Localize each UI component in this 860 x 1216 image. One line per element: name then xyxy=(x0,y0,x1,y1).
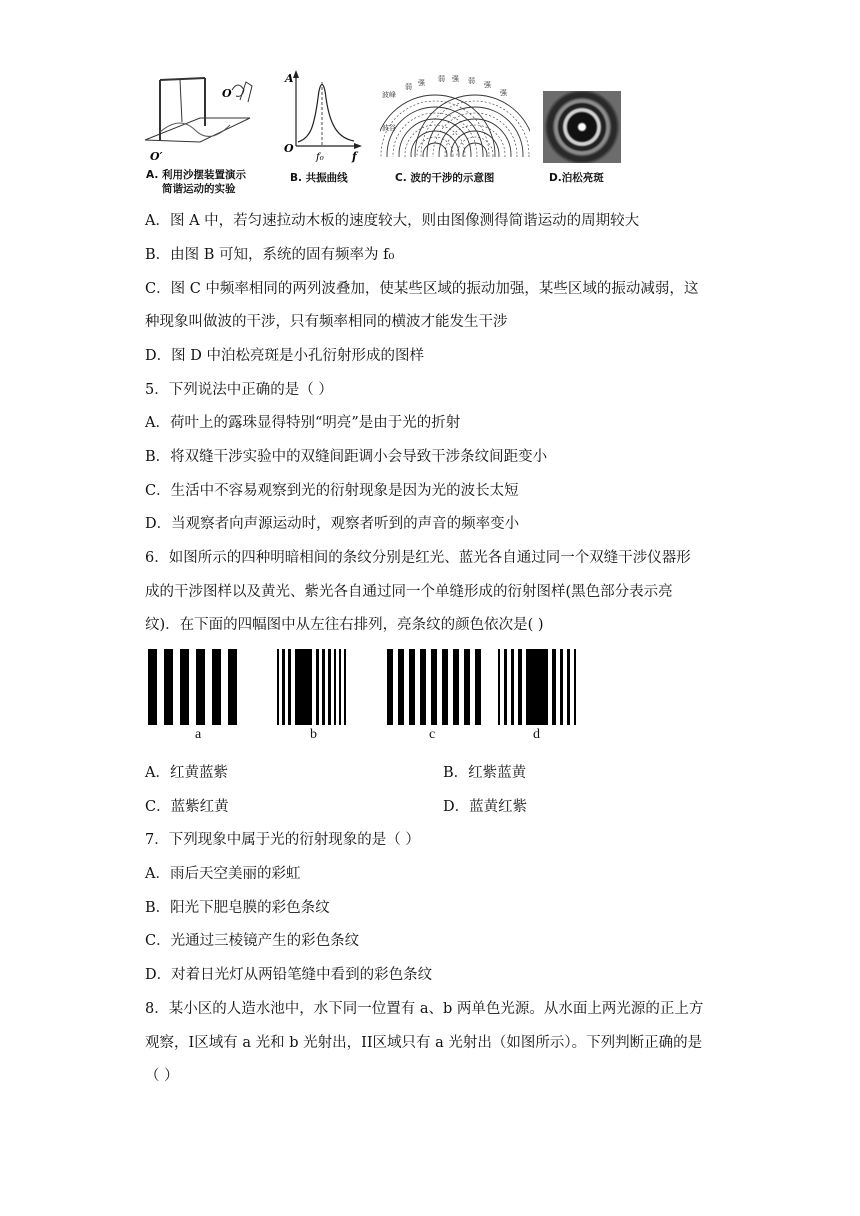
fig-c-label-crest: 波峰 xyxy=(382,92,396,99)
fig-a-label-O2: O′ xyxy=(150,150,163,163)
fig-d-caption: D.泊松亮斑 xyxy=(549,172,604,184)
fig-b-caption: B. 共振曲线 xyxy=(290,172,348,184)
q6-stem-line2: 成的干涉图样以及黄光、紫光各自通过同一个单缝形成的衍射图样(黑色部分表示亮 xyxy=(145,584,673,600)
q6-fig-label-a: a xyxy=(195,727,202,742)
q6-fig-label-b: b xyxy=(310,727,317,742)
q6-option-c: C．蓝紫红黄 xyxy=(145,799,229,815)
q6-option-b: B．红紫蓝黄 xyxy=(443,765,527,781)
figure-b-resonance-curve xyxy=(282,68,362,166)
q5-option-d: D．当观察者向声源运动时，观察者听到的声音的频率变小 xyxy=(145,516,520,532)
q7-stem: 7．下列现象中属于光的衍射现象的是（ ） xyxy=(145,832,420,848)
q6-stem-line1: 6．如图所示的四种明暗相间的条纹分别是红光、蓝光各自通过同一个双缝干涉仪器形 xyxy=(145,550,691,566)
q6-fig-label-d: d xyxy=(533,727,540,742)
q6-fringe-patterns xyxy=(146,649,582,725)
q5-option-b: B．将双缝干涉实验中的双缝间距调小会导致干涉条纹间距变小 xyxy=(145,449,548,465)
fig-c-label-strong-4: 强 xyxy=(500,90,507,97)
q5-stem: 5．下列说法中正确的是（ ） xyxy=(145,382,333,398)
q6-fig-label-c: c xyxy=(429,727,436,742)
fig-c-label-strong-2: 强 xyxy=(452,76,459,83)
fig-c-label-weak-3: 弱 xyxy=(405,84,412,91)
fig-b-origin: O xyxy=(284,142,294,155)
q4-option-a: A．图 A 中，若匀速拉动木板的速度较大，则由图像测得简谐运动的周期较大 xyxy=(145,213,640,229)
q4-option-c-line2: 种现象叫做波的干涉，只有频率相同的横波才能发生干涉 xyxy=(145,314,508,330)
fig-a-label-O: O xyxy=(222,87,232,100)
q8-stem-line3: （ ） xyxy=(145,1068,179,1084)
fig-a-caption-1: A. 利用沙摆装置演示 xyxy=(146,169,246,181)
fig-c-label-trough: 波谷 xyxy=(382,125,396,132)
q7-option-c: C．光通过三棱镜产生的彩色条纹 xyxy=(145,933,360,949)
q7-option-b: B．阳光下肥皂膜的彩色条纹 xyxy=(145,900,330,916)
figure-d-poisson-spot xyxy=(543,91,621,163)
fig-c-caption: C. 波的干涉的示意图 xyxy=(395,172,495,184)
q6-option-d: D．蓝黄红紫 xyxy=(443,799,528,815)
fig-b-axis-x: f xyxy=(352,150,357,163)
fig-b-f0: f₀ xyxy=(316,152,324,163)
q5-option-a: A．荷叶上的露珠显得特别“明亮”是由于光的折射 xyxy=(145,415,461,431)
q8-stem-line2: 观察，I区域有 a 光和 b 光射出，II区域只有 a 光射出（如图所示）。下列判断正确的是 xyxy=(145,1035,703,1051)
q7-option-d: D．对着日光灯从两铅笔缝中看到的彩色条纹 xyxy=(145,967,433,983)
fig-b-axis-y: A xyxy=(285,72,294,85)
figure-a-sand-pendulum xyxy=(140,70,265,166)
fig-c-label-strong-1: 强 xyxy=(418,80,425,87)
q4-option-c-line1: C．图 C 中频率相同的两列波叠加，使某些区域的振动加强，某些区域的振动减弱，这 xyxy=(145,281,699,297)
q5-option-c: C．生活中不容易观察到光的衍射现象是因为光的波长太短 xyxy=(145,483,519,499)
q4-option-b: B．由图 B 可知，系统的固有频率为 f₀ xyxy=(145,247,395,263)
fig-c-label-weak-1: 弱 xyxy=(438,76,445,83)
q8-stem-line1: 8．某小区的人造水池中，水下同一位置有 a、b 两单色光源。从水面上两光源的正上方 xyxy=(145,1001,704,1017)
fig-a-caption-2: 简谐运动的实验 xyxy=(162,183,236,195)
fig-c-label-strong-3: 强 xyxy=(484,82,491,89)
q6-stem-line3: 纹)．在下面的四幅图中从左往右排列，亮条纹的颜色依次是( ) xyxy=(145,617,544,633)
figure-c-wave-interference xyxy=(380,75,530,163)
q4-option-d: D．图 D 中泊松亮斑是小孔衍射形成的图样 xyxy=(145,348,424,364)
q7-option-a: A．雨后天空美丽的彩虹 xyxy=(145,866,301,882)
q6-option-a: A．红黄蓝紫 xyxy=(145,765,228,781)
fig-c-label-weak-2: 弱 xyxy=(468,78,475,85)
